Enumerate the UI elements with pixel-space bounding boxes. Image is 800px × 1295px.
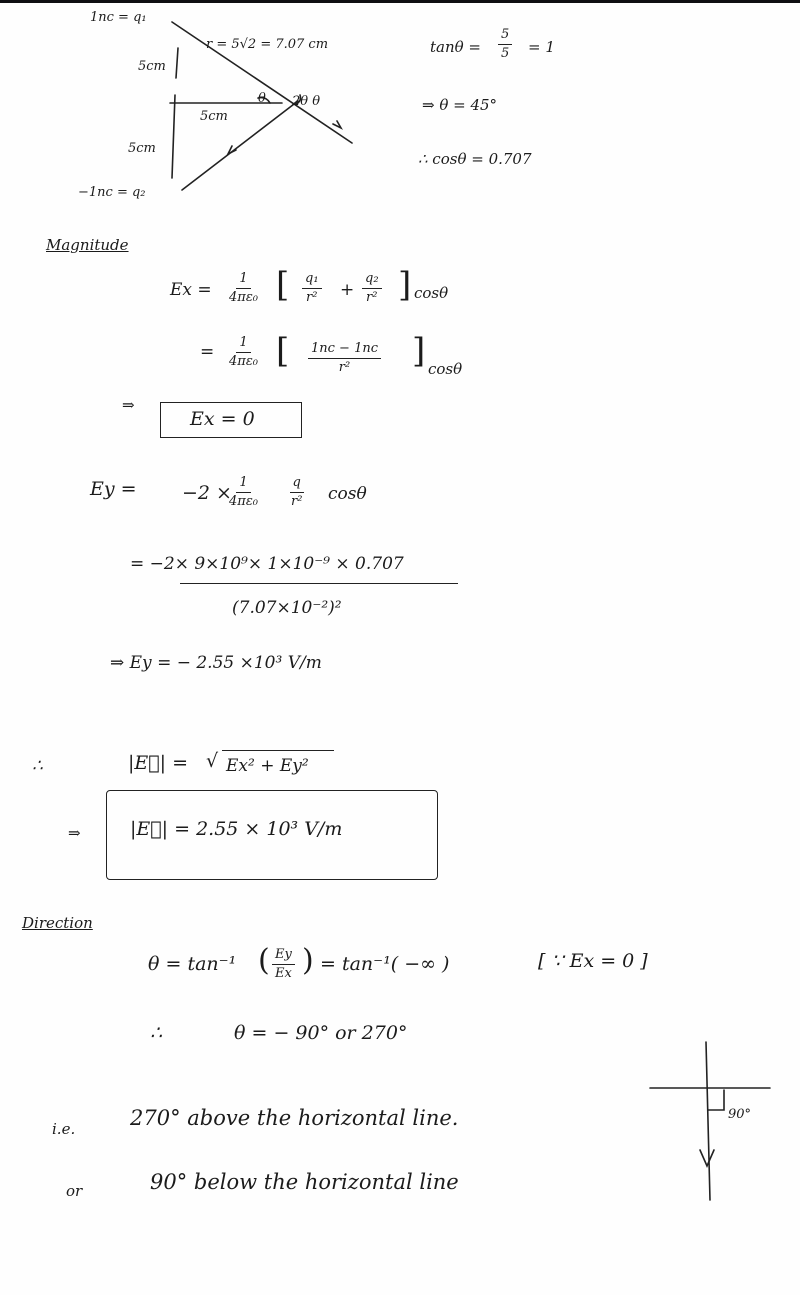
close-bracket: ] bbox=[398, 265, 412, 305]
k-denominator: 4πε₀ bbox=[229, 289, 259, 305]
sketch-angle-label: 90° bbox=[728, 1107, 752, 1122]
horizontal-gap-label: 5cm bbox=[200, 109, 228, 124]
distance-label: r = 5√2 = 7.07 cm bbox=[206, 37, 329, 52]
direction-theta-eq: θ = tan⁻¹ bbox=[148, 953, 237, 975]
ey-expression: −2 × bbox=[182, 482, 232, 504]
theta-mark: θ bbox=[258, 91, 266, 106]
implies-arrow-2: ⇒ bbox=[68, 824, 81, 842]
ie-label: i.e. bbox=[52, 1120, 76, 1138]
open-bracket-2: [ bbox=[276, 331, 290, 371]
term2-denominator: r² bbox=[366, 289, 378, 305]
ex-result: Ex = 0 bbox=[190, 408, 255, 430]
direction-theta-eq2: = tan⁻¹( −∞ ) bbox=[320, 953, 450, 975]
open-bracket: [ bbox=[276, 265, 290, 305]
radical-sign: √ bbox=[206, 750, 219, 772]
tan-numerator: 5 bbox=[498, 28, 512, 45]
tan-lhs: tanθ = bbox=[430, 38, 481, 56]
magnitude-result: |E⃗| = 2.55 × 10³ V/m bbox=[130, 818, 343, 840]
lower-gap-label: 5cm bbox=[128, 141, 156, 156]
equals-sign: = bbox=[200, 342, 215, 362]
plus-sign: + bbox=[340, 280, 355, 300]
cos-factor-2: cosθ bbox=[428, 360, 463, 378]
ey-substitution-numerator: = −2× 9×10⁹× 1×10⁻⁹ × 0.707 bbox=[130, 554, 404, 574]
radicand: Ex² + Ey² bbox=[226, 756, 309, 776]
ratio-denominator: Ex bbox=[275, 965, 292, 981]
ratio-numerator: Ey bbox=[272, 948, 295, 965]
ey-cos: cosθ bbox=[328, 484, 367, 504]
k-denominator-3: 4πε₀ bbox=[229, 493, 259, 509]
r2-denominator: r² bbox=[291, 493, 303, 509]
term2-numerator: q₂ bbox=[362, 272, 382, 289]
direction-heading: Direction bbox=[22, 914, 93, 932]
or-label: or bbox=[66, 1182, 83, 1200]
k-numerator-2: 1 bbox=[236, 336, 250, 353]
k-denominator-2: 4πε₀ bbox=[229, 353, 259, 369]
q2-label: −1nc = q₂ bbox=[78, 185, 146, 200]
therefore-symbol-2: ∴ bbox=[150, 1022, 163, 1044]
substituted-numerator: 1nc − 1nc bbox=[308, 342, 381, 359]
therefore-symbol: ∴ bbox=[32, 756, 43, 776]
magnitude-heading: Magnitude bbox=[46, 236, 129, 254]
close-paren: ) bbox=[302, 943, 314, 978]
q1-label: 1nc = q₁ bbox=[90, 10, 147, 25]
direction-line-2: 90° below the horizontal line bbox=[150, 1170, 459, 1194]
ey-substitution-denominator: (7.07×10⁻²)² bbox=[232, 598, 342, 618]
k-numerator-3: 1 bbox=[236, 476, 250, 493]
term1-denominator: r² bbox=[306, 289, 318, 305]
theta-result: θ = − 90° or 270° bbox=[234, 1022, 408, 1044]
implies-arrow: ⇒ bbox=[122, 396, 135, 414]
upper-gap-label: 5cm bbox=[138, 59, 166, 74]
tan-denominator: 5 bbox=[501, 45, 510, 61]
angle-marks: 2θ θ bbox=[292, 94, 321, 109]
magnitude-lhs: |E⃗| = bbox=[128, 752, 189, 774]
ey-lhs: Ey = bbox=[90, 478, 137, 500]
ey-result: ⇒ Ey = − 2.55 ×10³ V/m bbox=[110, 653, 322, 673]
cos-value: ∴ cosθ = 0.707 bbox=[418, 150, 532, 168]
direction-line-1: 270° above the horizontal line. bbox=[130, 1106, 459, 1130]
tan-rhs: = 1 bbox=[528, 38, 555, 56]
cos-factor: cosθ bbox=[414, 284, 449, 302]
substituted-denominator: r² bbox=[338, 359, 351, 375]
k-numerator: 1 bbox=[236, 272, 250, 289]
direction-condition: [ ∵ Ex = 0 ] bbox=[538, 950, 648, 972]
charge-numerator: q bbox=[290, 476, 304, 493]
ex-lhs: Ex = bbox=[170, 280, 212, 300]
term1-numerator: q₁ bbox=[302, 272, 322, 289]
theta-value: ⇒ θ = 45° bbox=[422, 96, 498, 114]
open-paren: ( bbox=[258, 943, 270, 978]
close-bracket-2: ] bbox=[412, 331, 426, 371]
